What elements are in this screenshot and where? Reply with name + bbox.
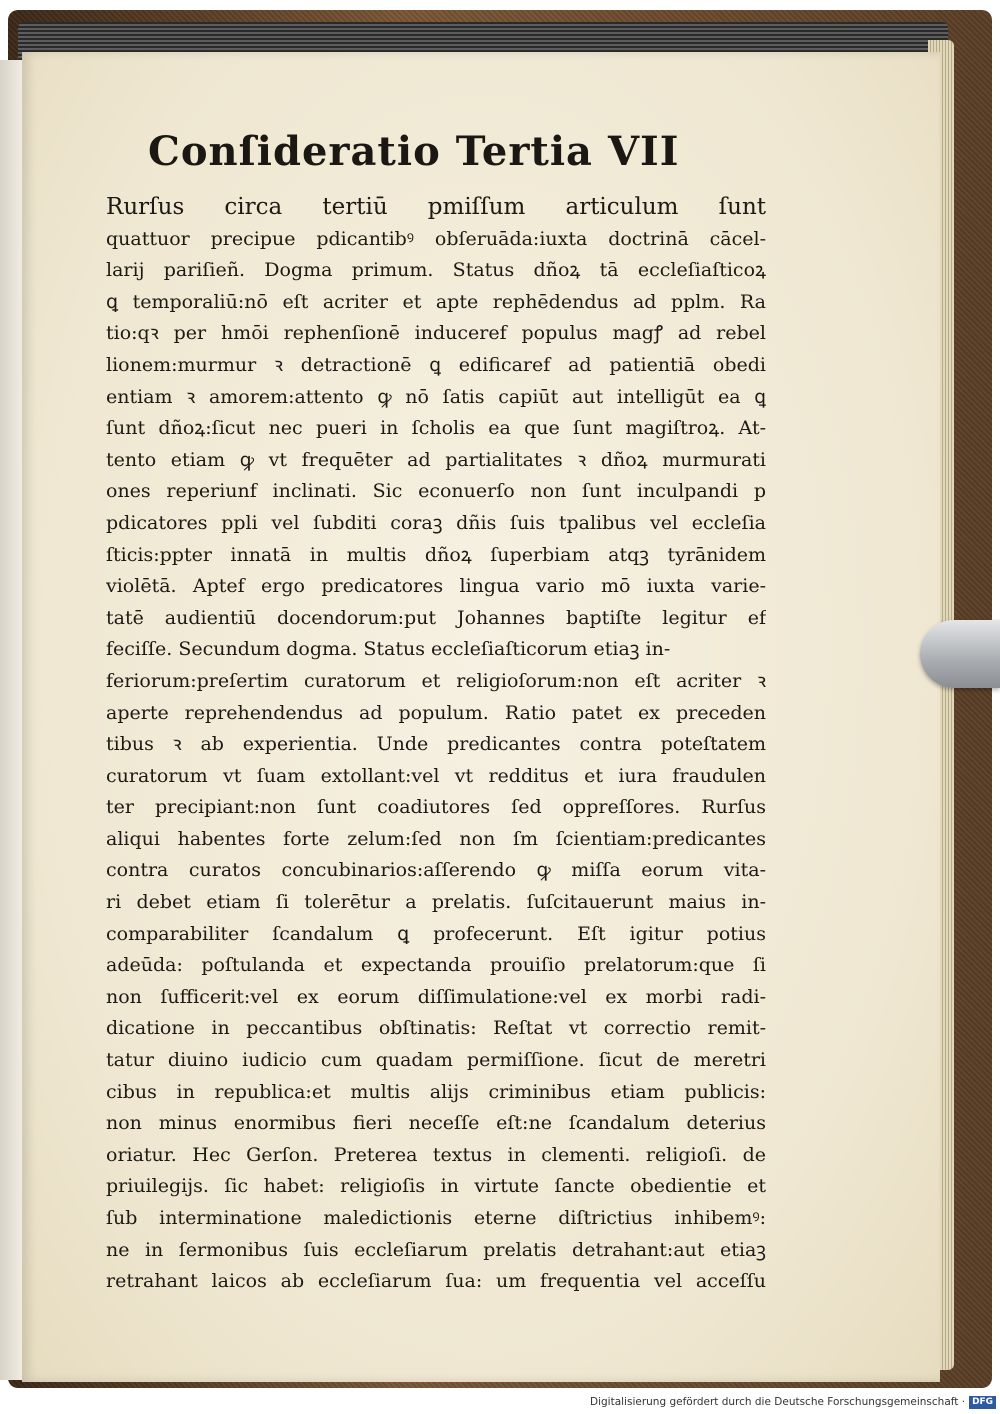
text-line: tibus ꝛ ab experientia. Unde predicantes contra poteſtatem — [106, 733, 766, 756]
text-line: adeūda: poſtulanda et expectanda prouiſio prelatorum:que ſi — [106, 954, 766, 977]
text-line: non minus enormibus fieri neceſſe eſt:ne ſcandalum deterius — [106, 1112, 766, 1135]
text-line: contra curatos concubinarios:aſſerendo ꝙ miſſa eorum vita- — [106, 859, 766, 882]
text-line: pdicatores ppli vel ſubditi coraꝫ dñis ſuis tpalibus vel eccleſia — [106, 511, 766, 534]
credit-text: Digitalisierung gefördert durch die Deutsche Forschungsgemeinschaft · — [590, 1396, 966, 1408]
text-line: ones reperiunf inclinati. Sic econuerſo non ſunt inculpandi p — [106, 480, 766, 503]
page-clip — [920, 620, 1000, 688]
text-line: ne in ſermonibus ſuis eccleſiarum prelatis detrahant:aut etiaꝫ — [106, 1238, 766, 1261]
text-line: feriorum:preſertim curatorum et religioſorum:non eſt acriter ꝛ — [106, 669, 766, 692]
text-line: larij pariſieñ. Dogma primum. Status dñoꝝ tā eccleſiaſticoꝝ — [106, 259, 766, 282]
text-line: ſub interminatione maledictionis eterne diſtrictius inhibemꝰ: — [106, 1207, 766, 1229]
text-line: dicatione in peccantibus obſtinatis: Reſtat vt correctio remit- — [106, 1017, 766, 1040]
dfg-logo-icon: DFG — [969, 1396, 996, 1409]
text-line: aperte reprehendendus ad populum. Ratio patet ex preceden — [106, 701, 766, 724]
text-line: feciſſe. Secundum dogma. Status eccleſiaſticorum etiaꝫ in- — [106, 638, 671, 661]
text-line: ꝗ temporaliū:nō eſt acriter et apte rephēdendus ad pplm. Ra — [106, 290, 766, 313]
text-line: tio:qꝛ per hmōi rephenſionē induceref populus magꝭ ad rebel — [106, 322, 766, 345]
text-line: tatē audientiū docendorum:put Johannes baptiſte legitur ef — [106, 606, 766, 629]
text-line: priuilegijs. ſic habet: religioſis in virtute ſancte obedientie et — [106, 1175, 766, 1198]
text-line: cibus in republica:et multis alijs criminibus etiam publicis: — [106, 1080, 766, 1103]
text-line: oriatur. Hec Gerſon. Preterea textus in clementi. religioſi. de — [106, 1143, 766, 1166]
folio-number: VII — [608, 128, 680, 175]
text-line: ri debet etiam ſi tolerētur a prelatis. ſuſcitauerunt maius in- — [106, 891, 766, 914]
text-line: tento etiam ꝙ vt frequēter ad partialitates ꝛ dñoꝝ murmurati — [106, 448, 766, 471]
text-block — [106, 192, 766, 1298]
text-line: violētā. Aptef ergo predicatores lingua vario mō iuxta varie- — [106, 575, 766, 598]
text-line: non ſufficerit:vel ex eorum diſſimulatione:vel ex morbi radi- — [106, 985, 766, 1008]
digitization-credit — [590, 1392, 996, 1412]
text-line: quattuor precipue pdicantibꝰ obſeruāda:iuxta doctrinā cācel- — [106, 227, 766, 250]
text-line: ſunt dñoꝝ:ſicut nec pueri in ſcholis ea que ſunt magiſtroꝝ. At- — [106, 417, 766, 440]
text-line: ter precipiant:non ſunt coadiutores ſed oppreſſores. Rurſus — [106, 796, 766, 819]
text-line: lionem:murmur ꝛ detractionē ꝗ edificaref ad patientiā obedi — [106, 353, 766, 376]
text-line: entiam ꝛ amorem:attento ꝙ nō ſatis capiūt aut intelligūt ea ꝗ — [106, 385, 766, 408]
text-line: comparabiliter ſcandalum ꝗ profecerunt. Eſt igitur potius — [106, 922, 766, 945]
text-line: retrahant laicos ab eccleſiarum ſua: um frequentia vel acceſſu — [106, 1270, 766, 1293]
text-line: Rurſus circa tertiū pmiſſum articulum ſunt — [106, 194, 766, 220]
text-line: tatur diuino iudicio cum quadam permiſſione. ſicut de meretri — [106, 1049, 766, 1072]
text-line: curatorum vt ſuam extollant:vel vt redditus et iura fraudulen — [106, 764, 766, 787]
running-title: Conſideratio Tertia — [148, 128, 593, 175]
text-line: ſticis:ppter innatā in multis dñoꝝ ſuperbiam atqꝫ tyrānidem — [106, 543, 766, 566]
running-header — [148, 128, 688, 188]
text-line: aliqui habentes forte zelum:ſed non ſm ſcientiam:predicantes — [106, 827, 766, 850]
